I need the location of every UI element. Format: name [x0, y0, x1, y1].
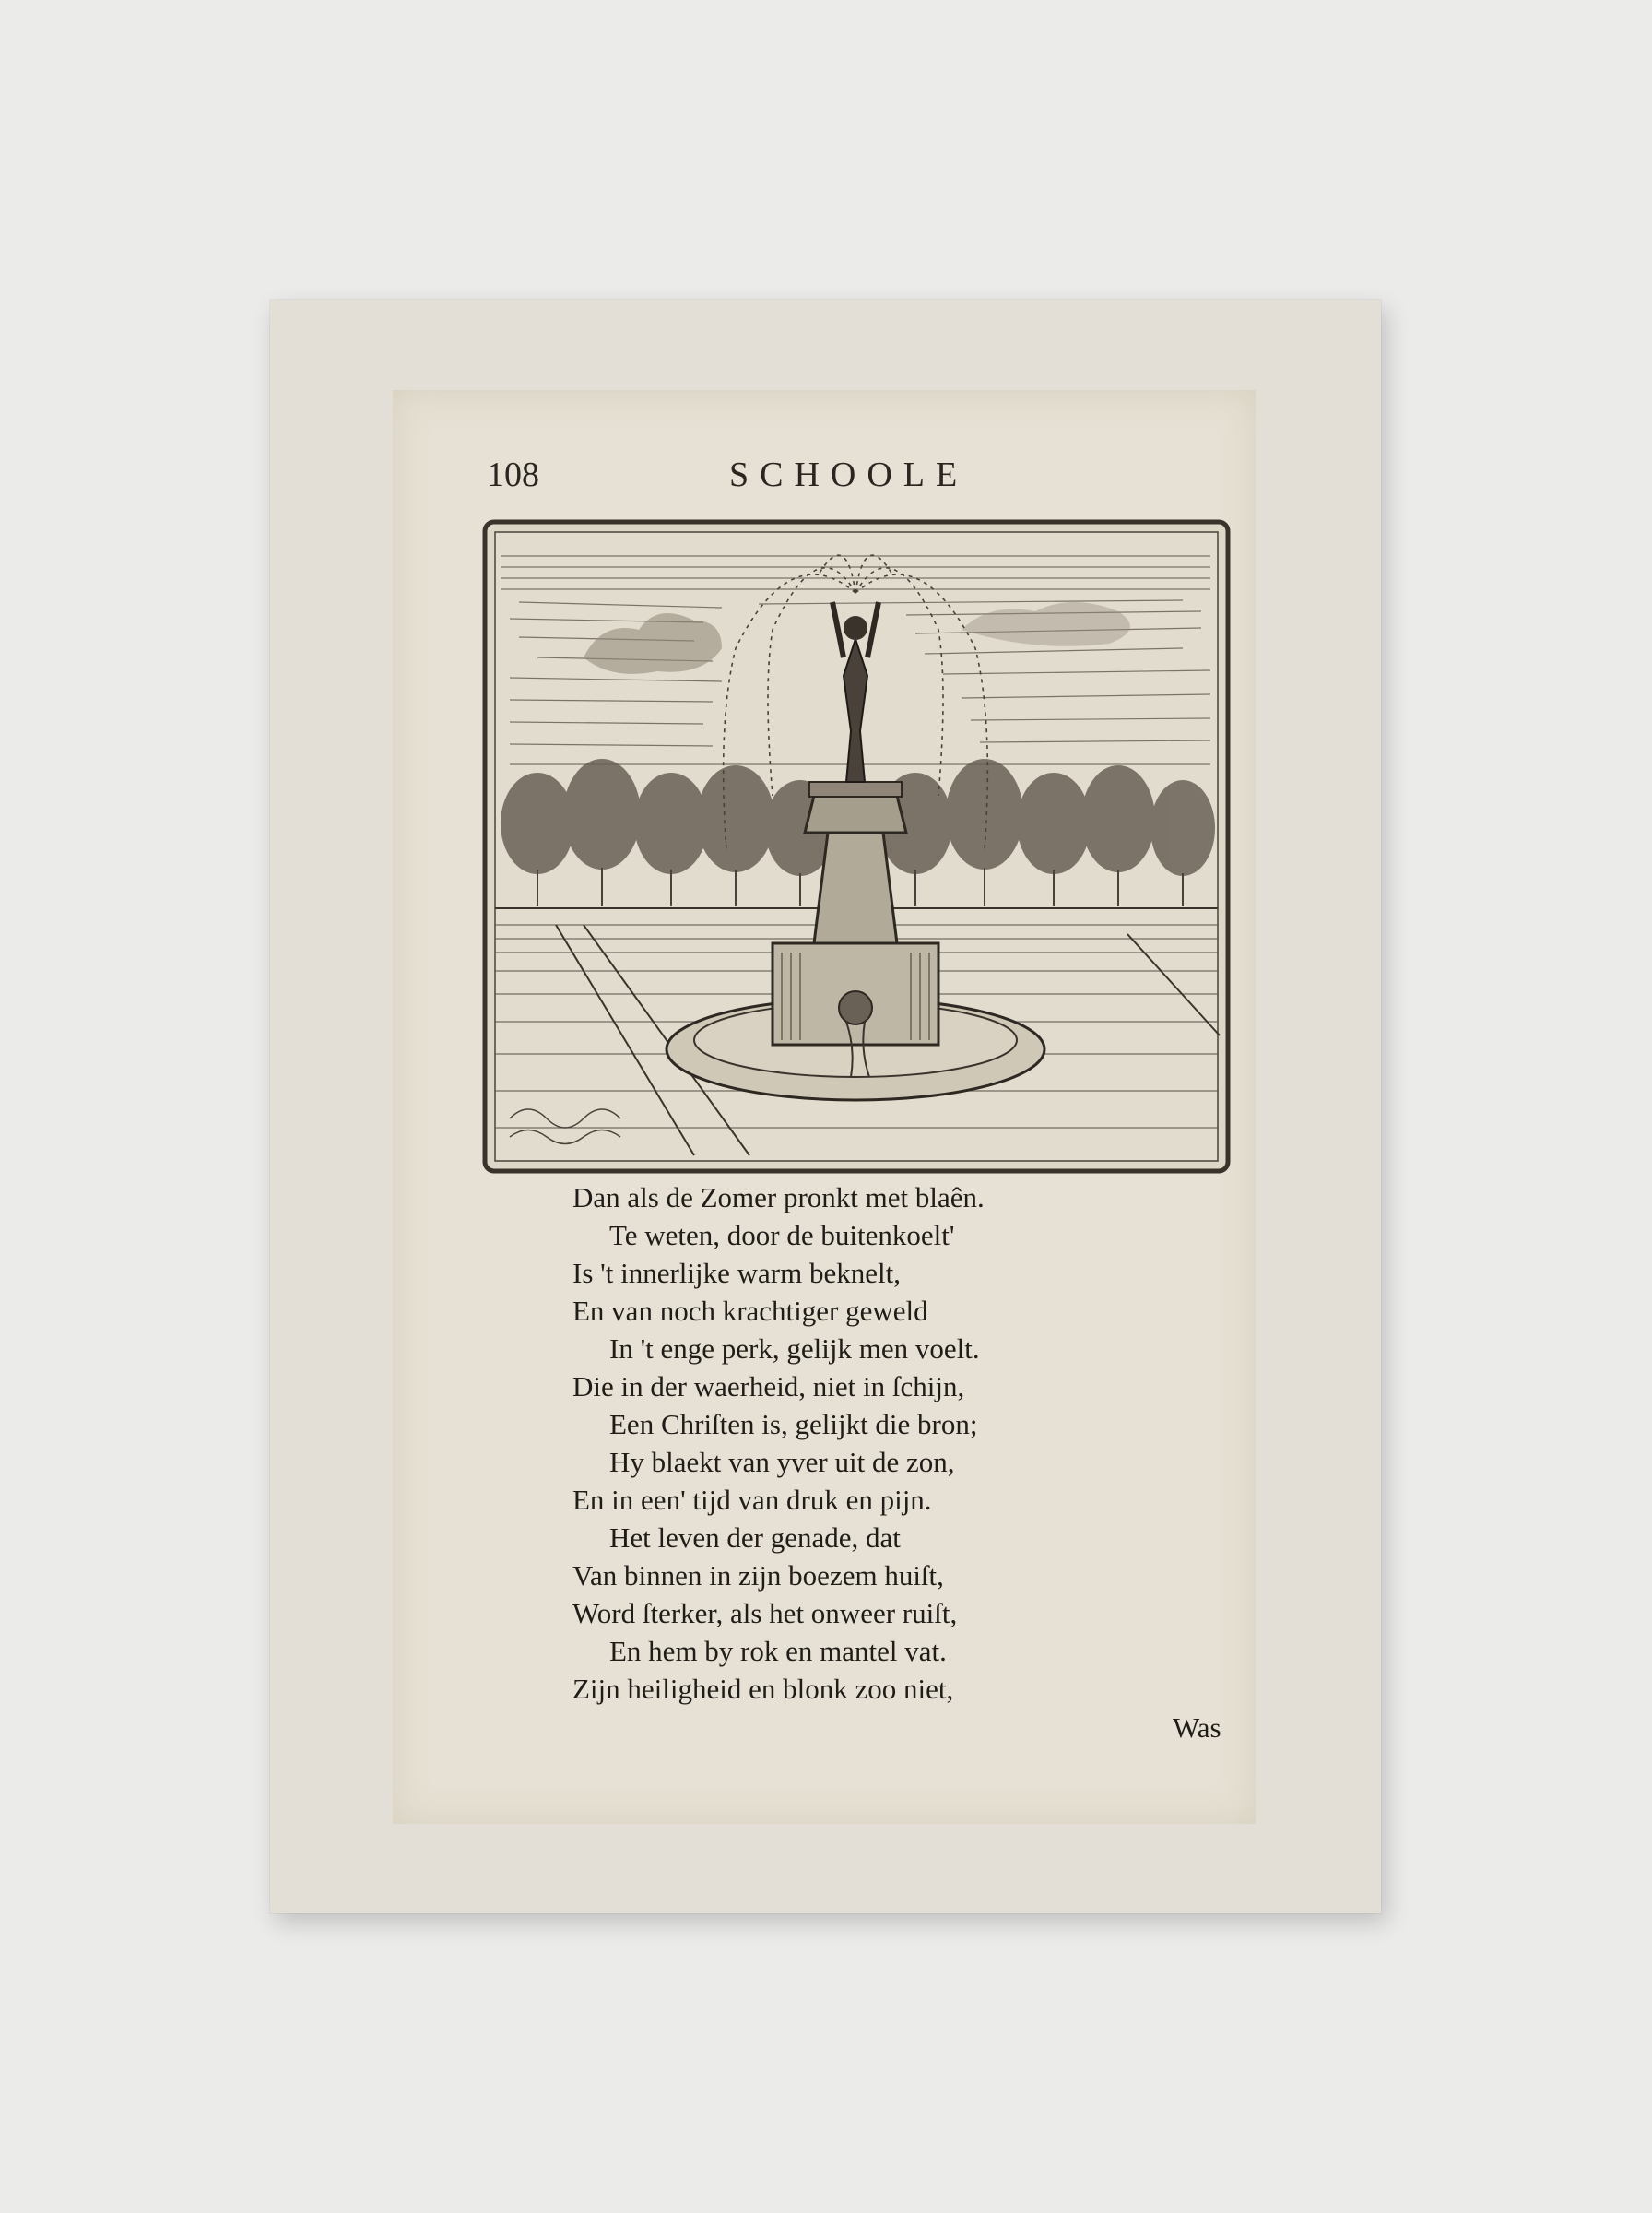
poem-line: En hem by rok en mantel vat.	[609, 1635, 947, 1667]
page-number: 108	[487, 456, 539, 494]
running-head: SCHOOLE	[729, 456, 969, 494]
poem-line: En in een' tijd van druk en pijn.	[572, 1484, 932, 1516]
poem-line: Te weten, door de buitenkoelt'	[609, 1219, 955, 1251]
poem-line: Van binnen in zijn boezem huiſt,	[572, 1559, 944, 1592]
page-header	[393, 455, 1256, 501]
poem-line: In 't enge perk, gelijk men voelt.	[609, 1332, 980, 1365]
poem-line: Het leven der genade, dat	[609, 1521, 901, 1554]
poem-line: En van noch krachtiger geweld	[572, 1295, 928, 1327]
poem-line: Hy blaekt van yver uit de zon,	[609, 1446, 955, 1478]
poem-line: Zijn heiligheid en blonk zoo niet,	[572, 1673, 954, 1705]
book-page	[393, 390, 1256, 1824]
fountain-engraving	[482, 519, 1231, 1174]
poem-line: Dan als de Zomer pronkt met blaên.	[572, 1181, 985, 1213]
poem-line: Word ſterker, als het onweer ruiſt,	[572, 1597, 958, 1629]
poem-text	[572, 1178, 1218, 1708]
poem-line: Die in der waerheid, niet in ſchijn,	[572, 1370, 965, 1402]
catchword: Was	[1173, 1711, 1221, 1744]
poem-line: Een Chriſten is, gelijkt die bron;	[609, 1408, 978, 1440]
poem-line: Is 't innerlijke warm beknelt,	[572, 1257, 901, 1289]
